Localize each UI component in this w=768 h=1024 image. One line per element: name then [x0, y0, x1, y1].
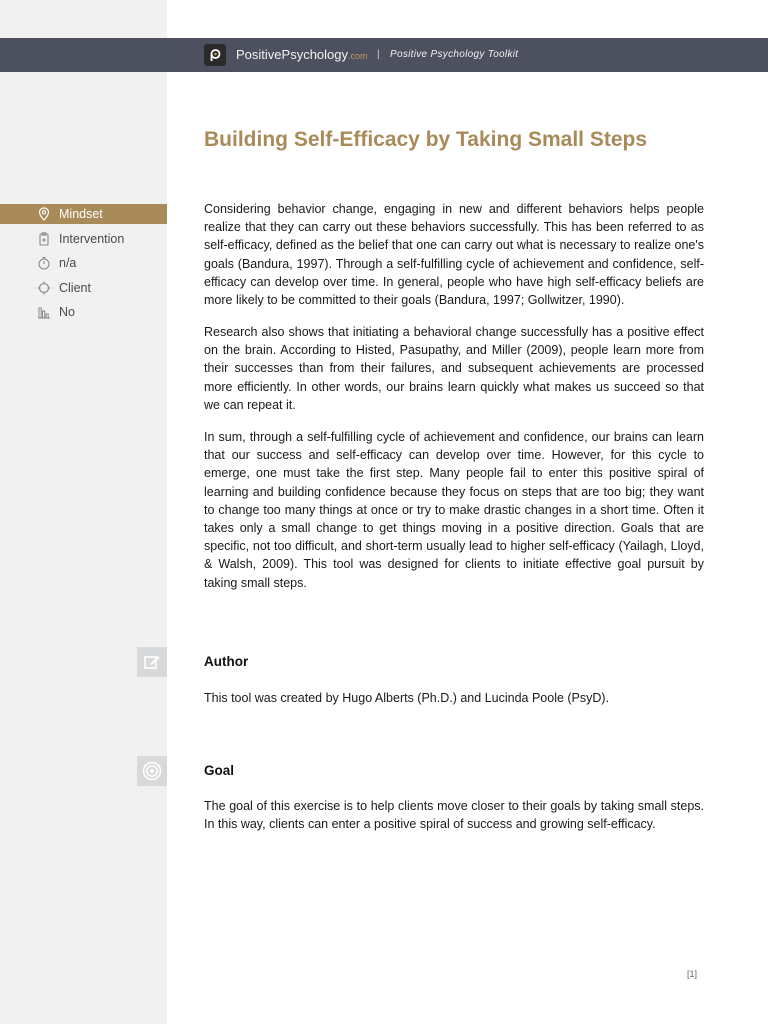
- stopwatch-icon: [37, 256, 51, 270]
- sidebar: [0, 0, 167, 1024]
- meta-item-type: [0, 229, 167, 249]
- author-text: This tool was created by Hugo Alberts (Ph.D.) and Lucinda Poole (PsyD).: [204, 691, 610, 705]
- meta-item-label: Client: [59, 280, 91, 295]
- target-icon: [137, 756, 167, 786]
- goal-text: The goal of this exercise is to help clients move closer to their goals by taking small steps. In this way, clients can enter a positive spiral of success and growing self-efficacy.: [204, 799, 704, 832]
- meta-item-label: n/a: [59, 256, 77, 271]
- meta-item-label: No: [59, 305, 75, 320]
- author-heading: Author: [204, 654, 249, 669]
- meta-item-label: Mindset: [59, 207, 103, 221]
- meta-item-category: [0, 204, 167, 224]
- meta-item-scoring: [0, 302, 167, 322]
- header-bar: [0, 38, 768, 72]
- brand-name: PositivePsychology: [236, 47, 348, 62]
- toolkit-label: Positive Psychology Toolkit: [390, 49, 519, 60]
- brand-domain: .com: [348, 51, 368, 61]
- bar-chart-icon: [37, 305, 51, 319]
- meta-item-time: [0, 253, 167, 273]
- meta-list: [0, 204, 167, 327]
- page-title: Building Self-Efficacy by Taking Small Steps: [204, 128, 648, 151]
- meta-item-label: Intervention: [59, 231, 125, 246]
- clipboard-icon: [37, 232, 51, 246]
- header-separator: |: [377, 49, 380, 60]
- edit-note-icon: [137, 647, 167, 677]
- page-number: [1]: [687, 969, 698, 979]
- meta-item-audience: [0, 278, 167, 298]
- crosshair-icon: [37, 281, 51, 295]
- goal-heading: Goal: [204, 763, 235, 778]
- brand-logo-icon: [204, 44, 226, 66]
- intro-paragraph-1: Considering behavior change, engaging in new and different behaviors helps people realize that they can carry out these behaviors successfully. This has been referred to as self-efficacy, defined as the belief that one can carry out what is necessary to realize one's goals (Bandura, 1997). Through a self-fulfilling cycle of achievement and confidence, self-efficacy can develop over time. In general, people who have high self-efficacy beliefs are more likely to be committed to their goals (Bandura, 1997; Gollwitzer, 1990).: [204, 202, 704, 308]
- intro-paragraph-3: In sum, through a self-fulfilling cycle of achievement and confidence, our brains can learn that our success and self-efficacy can develop over time. However, for this cycle to emerge, one must take the first step. Many people fail to enter this positive spiral of learning and building confidence because they focus on steps that are too big; they want to change too many things at once or try to make drastic changes in a short time. Often it takes only a small change to get things moving in a positive direction. Goals that are specific, not too difficult, and short-term usually lead to higher self-efficacy (Yailagh, Lloyd, & Walsh, 2009). This tool was designed for clients to initiate effective goal pursuit by taking small steps.: [204, 430, 704, 590]
- intro-paragraph-2: Research also shows that initiating a behavioral change successfully has a positive effect on the brain. According to Histed, Pasupathy, and Miller (2009), people learn more from their successes than from their failures, and subsequent achievements are processed more efficiently. In other words, our brains learn quickly what makes us succeed so that we can repeat it.: [204, 325, 704, 412]
- location-pin-icon: [37, 207, 51, 221]
